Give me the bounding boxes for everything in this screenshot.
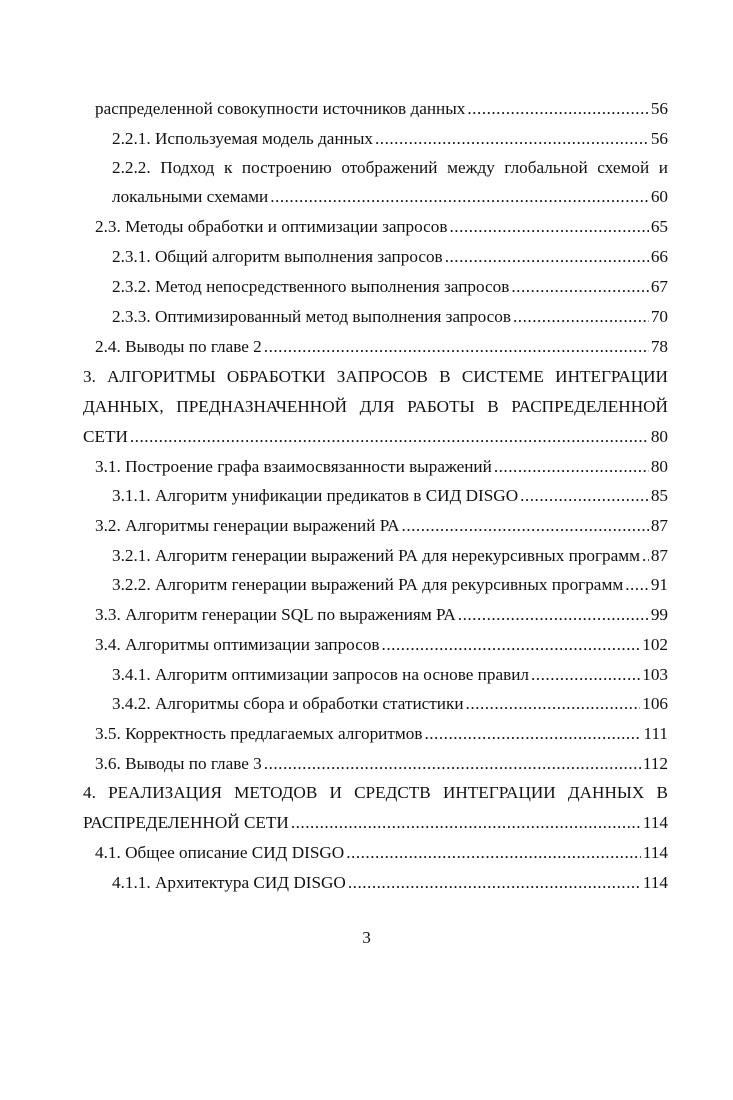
toc-word: СИСТЕМЕ: [461, 367, 544, 386]
toc-word: 2.2.2.: [112, 158, 151, 177]
toc-page-number: 56: [650, 99, 668, 118]
page-number-footer: 3: [362, 928, 371, 947]
toc-entry: [95, 633, 668, 657]
toc-entry-title: 2.3.2. Метод непосредственного выполнения запросов: [112, 277, 510, 296]
toc-entry: [112, 305, 668, 329]
toc-entry-title: РАСПРЕДЕЛЕННОЙ СЕТИ: [83, 813, 289, 832]
toc-entry: [112, 573, 668, 597]
toc-dot-leader: [130, 425, 649, 449]
toc-word: АЛГОРИТМЫ: [107, 367, 216, 386]
toc-page-number: 87: [650, 546, 668, 565]
toc-page-number: 87: [650, 516, 668, 535]
toc-page-number: 114: [642, 843, 668, 862]
toc-page-number: 103: [642, 665, 668, 684]
toc-dot-leader: [264, 335, 649, 359]
toc-page-number: 114: [642, 873, 668, 892]
toc-word: В: [439, 367, 451, 386]
toc-entry: [112, 663, 668, 687]
toc-entry-title: СЕТИ: [83, 427, 128, 446]
toc-word: Подход: [160, 158, 215, 177]
toc-word: В: [487, 397, 499, 416]
toc-dot-leader: [348, 871, 641, 895]
toc-dot-leader: [531, 663, 640, 687]
toc-entry: [95, 455, 668, 479]
toc-word: ДАННЫХ,: [83, 397, 164, 416]
toc-page-number: 60: [650, 187, 668, 206]
toc-word: ОБРАБОТКИ: [226, 367, 326, 386]
toc-entry: [112, 275, 668, 299]
toc-entry: [95, 335, 668, 359]
toc-page-number: 80: [650, 427, 668, 446]
toc-word: построению: [241, 158, 332, 177]
toc-entry: [112, 484, 668, 508]
toc-entry-title: 2.4. Выводы по главе 2: [95, 337, 262, 356]
toc-dot-leader: [270, 185, 649, 209]
toc-page-number: 106: [642, 694, 668, 713]
toc-chapter-justified-line: [83, 395, 668, 419]
toc-entry-title: 2.3.3. Оптимизированный метод выполнения запросов: [112, 307, 511, 326]
toc-dot-leader: [467, 97, 648, 121]
toc-entry-title: 3.1. Построение графа взаимосвязанности выражений: [95, 457, 492, 476]
toc-page-number: 102: [642, 635, 668, 654]
toc-entry-title: 3.1.1. Алгоритм унификации предикатов в СИД DISGO: [112, 486, 519, 505]
toc-word: ЗАПРОСОВ: [336, 367, 428, 386]
toc-page-number: 78: [650, 337, 668, 356]
toc-dot-leader: [346, 841, 641, 865]
toc-page-number: 56: [650, 129, 668, 148]
toc-entry: [95, 722, 668, 746]
toc-word: 4.: [83, 783, 96, 802]
toc-entry-title: 3.6. Выводы по главе 3: [95, 754, 262, 773]
toc-dot-leader: [291, 811, 641, 835]
toc-entry: [112, 185, 668, 209]
toc-entry: [112, 245, 668, 269]
toc-entry-title: 3.2. Алгоритмы генерации выражений РА: [95, 516, 400, 535]
toc-word: И: [329, 783, 342, 802]
toc-dot-leader: [625, 573, 649, 597]
toc-word: ИНТЕГРАЦИИ: [442, 783, 556, 802]
toc-word: РАСПРЕДЕЛЕННОЙ: [511, 397, 668, 416]
toc-page-number: 70: [650, 307, 668, 326]
toc-word: между: [447, 158, 495, 177]
toc-entry-justified-line: [112, 156, 668, 180]
toc-chapter-justified-line: [83, 781, 668, 805]
toc-dot-leader: [458, 603, 649, 627]
toc-entry-title: локальными схемами: [112, 187, 269, 206]
toc-word: ДАННЫХ: [567, 783, 645, 802]
toc-entry: [112, 544, 668, 568]
toc-entry: [95, 514, 668, 538]
toc-word: ПРЕДНАЗНАЧЕННОЙ: [176, 397, 348, 416]
toc-entry-title: распределенной совокупности источников данных: [95, 99, 466, 118]
toc-page-number: 85: [650, 486, 668, 505]
toc-entry-title: 4.1. Общее описание СИД DISGO: [95, 843, 345, 862]
toc-entry: [83, 425, 668, 449]
toc-word: глобальной: [504, 158, 588, 177]
toc-entry-title: 3.4. Алгоритмы оптимизации запросов: [95, 635, 380, 654]
toc-dot-leader: [642, 544, 649, 568]
toc-entry-title: 2.3. Методы обработки и оптимизации запросов: [95, 217, 448, 236]
toc-entry-title: 2.3.1. Общий алгоритм выполнения запросов: [112, 247, 443, 266]
toc-word: РЕАЛИЗАЦИЯ: [108, 783, 222, 802]
toc-entry-title: 2.2.1. Используемая модель данных: [112, 129, 373, 148]
toc-dot-leader: [513, 305, 649, 329]
toc-dot-leader: [494, 455, 649, 479]
toc-entry-title: 3.2.2. Алгоритм генерации выражений РА для рекурсивных программ: [112, 575, 624, 594]
toc-dot-leader: [520, 484, 649, 508]
toc-chapter-justified-line: [83, 365, 668, 389]
toc-page-number: 112: [642, 754, 668, 773]
toc-entry: [112, 692, 668, 716]
toc-word: к: [223, 158, 233, 177]
toc-dot-leader: [382, 633, 641, 657]
toc-word: МЕТОДОВ: [234, 783, 318, 802]
toc-dot-leader: [445, 245, 649, 269]
toc-word: отображений: [341, 158, 438, 177]
toc-word: СРЕДСТВ: [354, 783, 431, 802]
toc-dot-leader: [450, 215, 649, 239]
toc-entry: [95, 752, 668, 776]
toc-entry: [95, 215, 668, 239]
toc-word: ДЛЯ: [359, 397, 395, 416]
toc-page-number: 65: [650, 217, 668, 236]
toc-entry-title: 3.5. Корректность предлагаемых алгоритмов: [95, 724, 423, 743]
toc-page-number: 66: [650, 247, 668, 266]
toc-entry: [95, 97, 668, 121]
toc-entry: [112, 127, 668, 151]
toc-entry-title: 3.2.1. Алгоритм генерации выражений РА для нерекурсивных программ: [112, 546, 641, 565]
toc-dot-leader: [375, 127, 649, 151]
toc-word: ИНТЕГРАЦИИ: [555, 367, 668, 386]
toc-page-number: 80: [650, 457, 668, 476]
toc-word: 3.: [83, 367, 96, 386]
toc-entry: [95, 841, 668, 865]
toc-word: и: [658, 158, 668, 177]
toc-page-number: 114: [642, 813, 668, 832]
toc-entry: [112, 871, 668, 895]
toc-dot-leader: [466, 692, 641, 716]
toc-page-number: 111: [643, 724, 668, 743]
toc-word: РАБОТЫ: [407, 397, 475, 416]
toc-page-number: 67: [650, 277, 668, 296]
toc-entry-title: 4.1.1. Архитектура СИД DISGO: [112, 873, 346, 892]
toc-page-number: 99: [650, 605, 668, 624]
toc-entry: [83, 811, 668, 835]
toc-entry-title: 3.3. Алгоритм генерации SQL по выражениям РА: [95, 605, 456, 624]
toc-word: схемой: [597, 158, 650, 177]
toc-page-number: 91: [650, 575, 668, 594]
toc-word: В: [656, 783, 668, 802]
toc-entry: [95, 603, 668, 627]
toc-dot-leader: [511, 275, 648, 299]
toc-entry-title: 3.4.2. Алгоритмы сбора и обработки статистики: [112, 694, 464, 713]
toc-dot-leader: [424, 722, 641, 746]
toc-dot-leader: [402, 514, 649, 538]
toc-entry-title: 3.4.1. Алгоритм оптимизации запросов на основе правил: [112, 665, 529, 684]
toc-dot-leader: [264, 752, 641, 776]
